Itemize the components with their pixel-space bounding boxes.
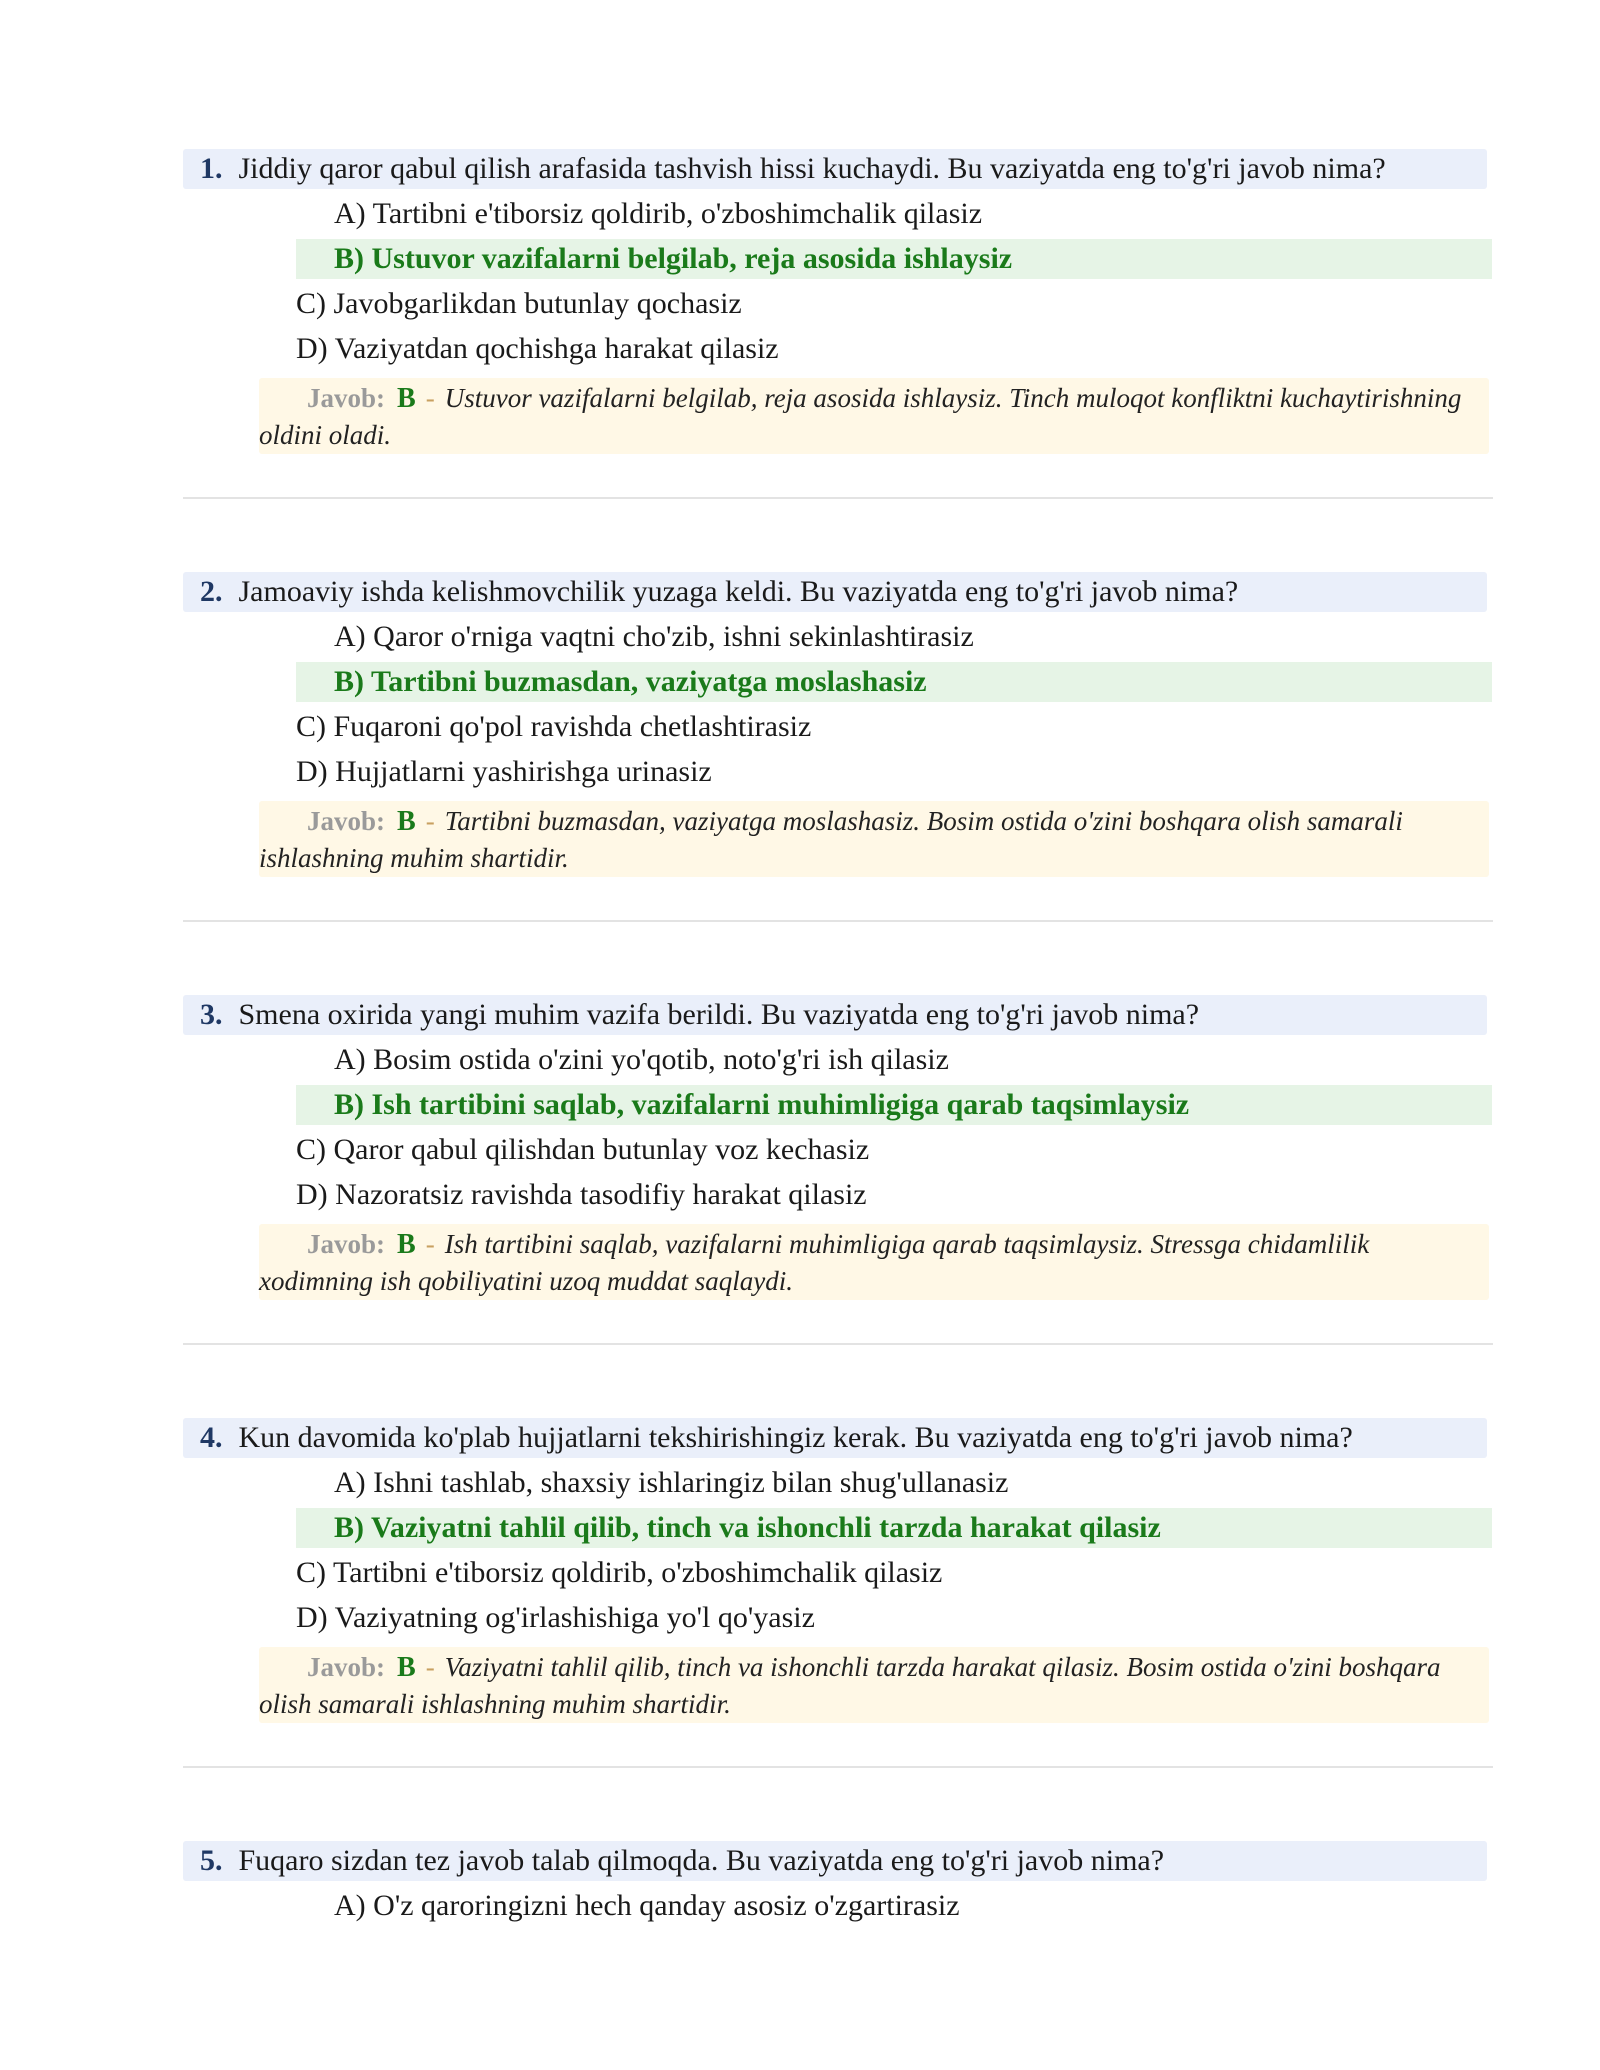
question-text: Jamoaviy ishda kelishmovchilik yuzaga keldi. Bu vaziyatda eng to'g'ri javob nima? bbox=[238, 575, 1239, 608]
question-text: Jiddiy qaror qabul qilish arafasida tashvish hissi kuchaydi. Bu vaziyatda eng to'g'ri javob nima? bbox=[238, 152, 1386, 185]
answer-dash: - bbox=[425, 1229, 435, 1259]
answer-box bbox=[259, 1647, 1489, 1723]
option-a: A) Ishni tashlab, shaxsiy ishlaringiz bilan shug'ullanasiz bbox=[334, 1466, 1009, 1499]
answer-dash: - bbox=[425, 1652, 435, 1682]
option-b-correct: B) Vaziyatni tahlil qilib, tinch va ishonchli tarzda harakat qilasiz bbox=[296, 1508, 1492, 1548]
divider bbox=[183, 1343, 1493, 1345]
option-c: C) Tartibni e'tiborsiz qoldirib, o'zboshimchalik qilasiz bbox=[296, 1556, 943, 1589]
answer-explanation: Tartibni buzmasdan, vaziyatga moslashasiz. Bosim ostida o'zini boshqara olish samarali ishlashning muhim shartidir. bbox=[259, 806, 1403, 873]
option-c: C) Qaror qabul qilishdan butunlay voz kechasiz bbox=[296, 1133, 870, 1166]
answer-explanation: Ish tartibini saqlab, vazifalarni muhimligiga qarab taqsimlaysiz. Stressga chidamlilik xodimning ish qobiliyatini uzoq muddat saqlaydi. bbox=[259, 1229, 1370, 1296]
option-a: A) Qaror o'rniga vaqtni cho'zib, ishni sekinlashtirasiz bbox=[334, 620, 974, 653]
answer-explanation: Ustuvor vazifalarni belgilab, reja asosida ishlaysiz. Tinch muloqot konfliktni kuchaytirishning oldini oladi. bbox=[259, 383, 1462, 450]
option-d: D) Hujjatlarni yashirishga urinasiz bbox=[296, 755, 712, 788]
option-d: D) Vaziyatning og'irlashishiga yo'l qo'yasiz bbox=[296, 1601, 815, 1634]
option-b-correct: B) Tartibni buzmasdan, vaziyatga moslashasiz bbox=[296, 662, 1492, 702]
answer-label: Javob: bbox=[307, 1229, 386, 1259]
divider bbox=[183, 920, 1493, 922]
question-row bbox=[183, 572, 1487, 612]
option-d: D) Vaziyatdan qochishga harakat qilasiz bbox=[296, 332, 779, 365]
question-number: 5. bbox=[200, 1844, 223, 1877]
answer-box bbox=[259, 1224, 1489, 1300]
question-number: 2. bbox=[200, 575, 223, 608]
option-b-correct: B) Ustuvor vazifalarni belgilab, reja asosida ishlaysiz bbox=[296, 239, 1492, 279]
question-row bbox=[183, 1841, 1487, 1881]
answer-letter: B bbox=[397, 1229, 416, 1260]
divider bbox=[183, 497, 1493, 499]
question-row bbox=[183, 995, 1487, 1035]
question-number: 1. bbox=[200, 152, 223, 185]
answer-explanation: Vaziyatni tahlil qilib, tinch va ishonchli tarzda harakat qilasiz. Bosim ostida o'zini boshqara olish samarali ishlashning muhim shartidir. bbox=[259, 1652, 1441, 1719]
answer-box bbox=[259, 801, 1489, 877]
option-a: A) Bosim ostida o'zini yo'qotib, noto'g'ri ish qilasiz bbox=[334, 1043, 949, 1076]
answer-letter: B bbox=[397, 1652, 416, 1683]
question-number: 3. bbox=[200, 998, 223, 1031]
question-row bbox=[183, 1418, 1487, 1458]
answer-label: Javob: bbox=[307, 806, 386, 836]
option-a: A) Tartibni e'tiborsiz qoldirib, o'zboshimchalik qilasiz bbox=[334, 197, 983, 230]
question-text: Fuqaro sizdan tez javob talab qilmoqda. Bu vaziyatda eng to'g'ri javob nima? bbox=[238, 1844, 1165, 1877]
answer-dash: - bbox=[425, 806, 435, 836]
answer-box bbox=[259, 378, 1489, 454]
answer-letter: B bbox=[397, 806, 416, 837]
question-text: Smena oxirida yangi muhim vazifa berildi. Bu vaziyatda eng to'g'ri javob nima? bbox=[238, 998, 1200, 1031]
question-number: 4. bbox=[200, 1421, 223, 1454]
question-row bbox=[183, 149, 1487, 189]
divider bbox=[183, 1766, 1493, 1768]
answer-dash: - bbox=[425, 383, 435, 413]
option-a: A) O'z qaroringizni hech qanday asosiz o'zgartirasiz bbox=[334, 1889, 960, 1922]
question-text: Kun davomida ko'plab hujjatlarni tekshirishingiz kerak. Bu vaziyatda eng to'g'ri javob nima? bbox=[238, 1421, 1353, 1454]
answer-label: Javob: bbox=[307, 1652, 386, 1682]
option-c: C) Javobgarlikdan butunlay qochasiz bbox=[296, 287, 742, 320]
answer-letter: B bbox=[397, 383, 416, 414]
option-b-correct: B) Ish tartibini saqlab, vazifalarni muhimligiga qarab taqsimlaysiz bbox=[296, 1085, 1492, 1125]
option-d: D) Nazoratsiz ravishda tasodifiy harakat qilasiz bbox=[296, 1178, 867, 1211]
option-c: C) Fuqaroni qo'pol ravishda chetlashtirasiz bbox=[296, 710, 812, 743]
answer-label: Javob: bbox=[307, 383, 386, 413]
